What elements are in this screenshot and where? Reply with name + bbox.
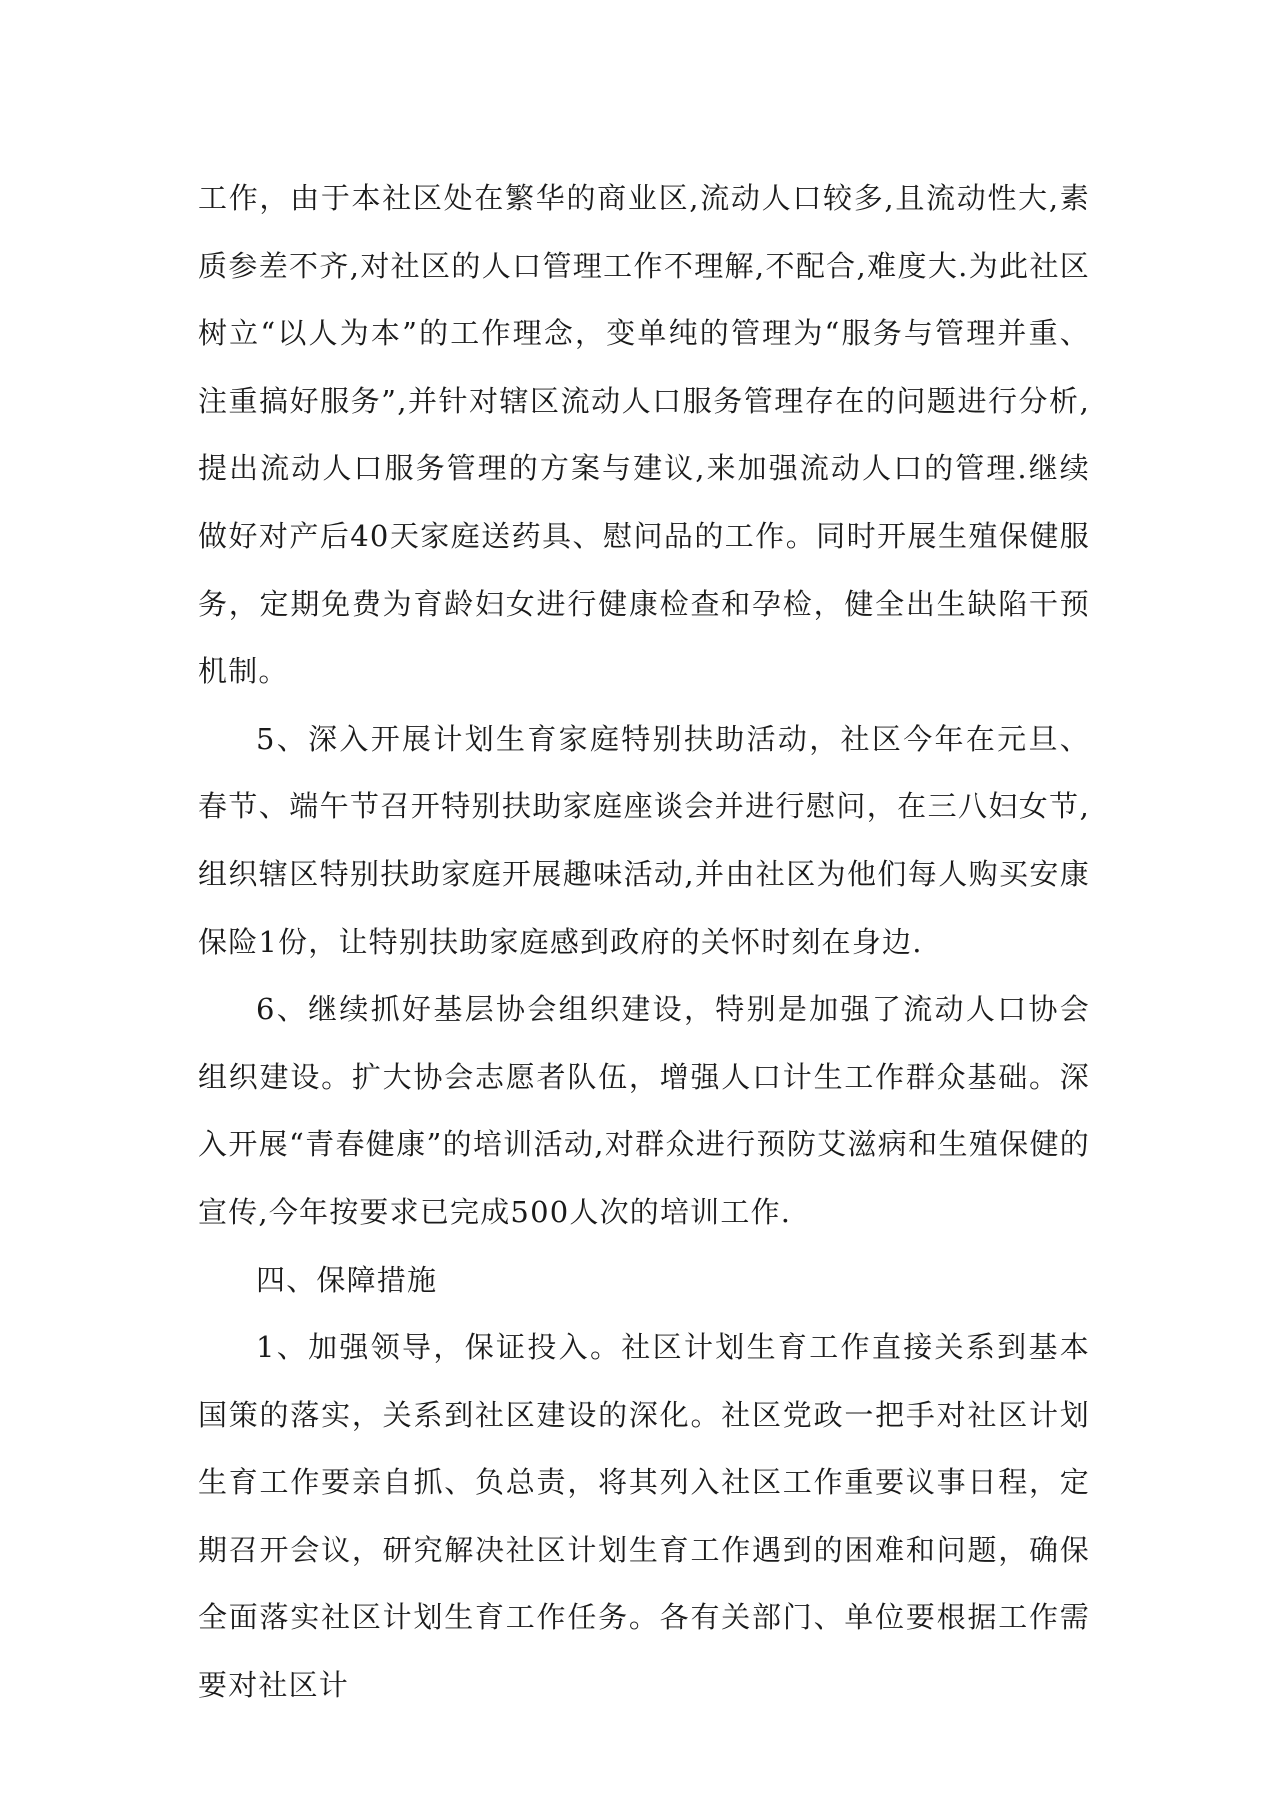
paragraph-measure-1: 1、加强领导，保证投入。社区计划生育工作直接关系到基本国策的落实，关系到社区建设的深化。社区党政一把手对社区计划生育工作要亲自抓、负总责，将其列入社区工作重要议事日程，定期召开会议，研究解决社区计划生育工作遇到的困难和问题，确保全面落实社区计划生育工作任务。各有关部门、单位要根据工作需要对社区计 — [198, 1330, 1090, 1703]
section-heading-safeguards: 四、保障措施 — [256, 1262, 438, 1297]
document-body — [198, 165, 1090, 1720]
paragraph-continuation: 工作，由于本社区处在繁华的商业区,流动人口较多,且流动性大,素质参差不齐,对社区的人口管理工作不理解,不配合,难度大.为此社区树立“以人为本”的工作理念，变单纯的管理为“服务与管理并重、注重搞好服务”,并针对辖区流动人口服务管理存在的问题进行分析,提出流动人口服务管理的方案与建议,来加强流动人口的管理.继续做好对产后40天家庭送药具、慰问品的工作。同时开展生殖保健服务，定期免费为育龄妇女进行健康检查和孕检，健全出生缺陷干预机制。 — [198, 181, 1090, 689]
paragraph-item-6: 6、继续抓好基层协会组织建设，特别是加强了流动人口协会组织建设。扩大协会志愿者队伍，增强人口计生工作群众基础。深入开展“青春健康”的培训活动,对群众进行预防艾滋病和生殖保健的宣传,今年按要求已完成500人次的培训工作. — [198, 992, 1090, 1229]
paragraph-item-5: 5、深入开展计划生育家庭特别扶助活动，社区今年在元旦、春节、端午节召开特别扶助家庭座谈会并进行慰问，在三八妇女节,组织辖区特别扶助家庭开展趣味活动,并由社区为他们每人购买安康保险1份，让特别扶助家庭感到政府的关怀时刻在身边. — [198, 721, 1090, 959]
